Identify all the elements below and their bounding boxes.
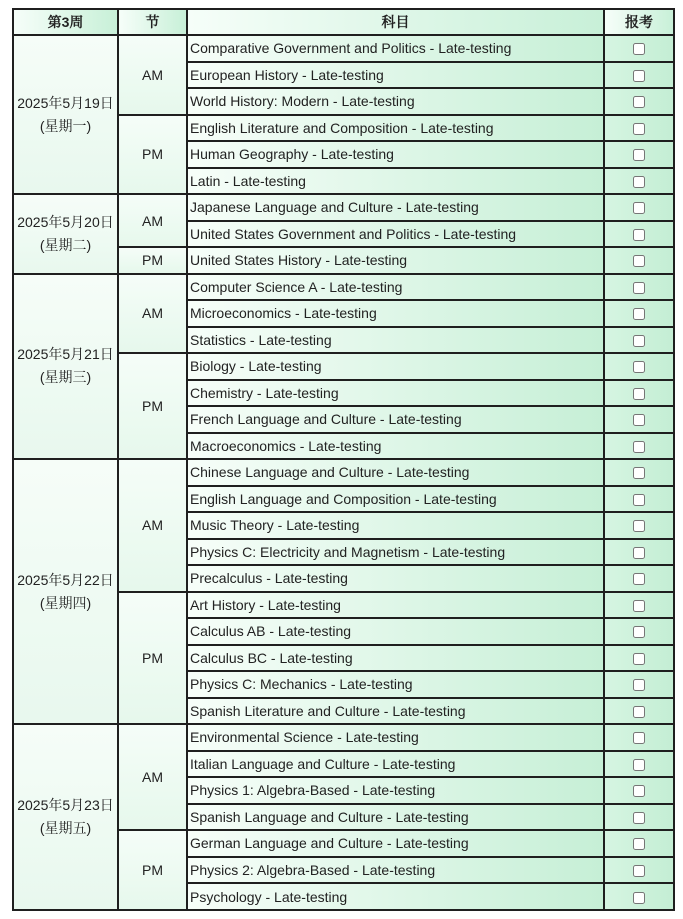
register-checkbox[interactable] (633, 202, 645, 214)
date-cell: 2025年5月21日 (星期三) (13, 274, 118, 460)
subject-cell: Macroeconomics - Late-testing (187, 433, 604, 460)
register-cell[interactable] (604, 380, 674, 407)
subject-cell: English Literature and Composition - Late-testing (187, 115, 604, 142)
table-row (13, 724, 674, 751)
register-cell[interactable] (604, 274, 674, 301)
register-cell[interactable] (604, 221, 674, 248)
subject-cell: Chinese Language and Culture - Late-testing (187, 459, 604, 486)
register-checkbox[interactable] (633, 43, 645, 55)
register-checkbox[interactable] (633, 361, 645, 373)
subject-cell: European History - Late-testing (187, 62, 604, 89)
register-cell[interactable] (604, 62, 674, 89)
register-cell[interactable] (604, 35, 674, 62)
register-cell[interactable] (604, 406, 674, 433)
subject-cell: United States Government and Politics - Late-testing (187, 221, 604, 248)
subject-cell: World History: Modern - Late-testing (187, 88, 604, 115)
date-cell: 2025年5月22日 (星期四) (13, 459, 118, 724)
register-checkbox[interactable] (633, 706, 645, 718)
subject-cell: Human Geography - Late-testing (187, 141, 604, 168)
subject-cell: Japanese Language and Culture - Late-testing (187, 194, 604, 221)
register-cell[interactable] (604, 141, 674, 168)
session-cell: PM (118, 353, 187, 459)
header-subject: 科目 (187, 9, 604, 35)
subject-cell: Biology - Late-testing (187, 353, 604, 380)
subject-cell: German Language and Culture - Late-testing (187, 830, 604, 857)
subject-cell: Environmental Science - Late-testing (187, 724, 604, 751)
register-cell[interactable] (604, 512, 674, 539)
register-checkbox[interactable] (633, 892, 645, 904)
register-cell[interactable] (604, 486, 674, 513)
register-checkbox[interactable] (633, 679, 645, 691)
register-cell[interactable] (604, 194, 674, 221)
register-cell[interactable] (604, 565, 674, 592)
register-cell[interactable] (604, 433, 674, 460)
register-cell[interactable] (604, 804, 674, 831)
table-row (13, 194, 674, 221)
subject-cell: Comparative Government and Politics - Late-testing (187, 35, 604, 62)
subject-cell: Psychology - Late-testing (187, 883, 604, 910)
register-checkbox[interactable] (633, 732, 645, 744)
register-checkbox[interactable] (633, 149, 645, 161)
register-cell[interactable] (604, 671, 674, 698)
register-checkbox[interactable] (633, 573, 645, 585)
table-row (13, 35, 674, 62)
table-row (13, 274, 674, 301)
subject-cell: French Language and Culture - Late-testing (187, 406, 604, 433)
register-checkbox[interactable] (633, 414, 645, 426)
subject-cell: Music Theory - Late-testing (187, 512, 604, 539)
subject-cell: Chemistry - Late-testing (187, 380, 604, 407)
register-cell[interactable] (604, 115, 674, 142)
register-cell[interactable] (604, 247, 674, 274)
register-checkbox[interactable] (633, 282, 645, 294)
subject-cell: Italian Language and Culture - Late-testing (187, 751, 604, 778)
exam-schedule-table (12, 8, 675, 911)
subject-cell: Physics 2: Algebra-Based - Late-testing (187, 857, 604, 884)
register-checkbox[interactable] (633, 255, 645, 267)
register-checkbox[interactable] (633, 838, 645, 850)
register-cell[interactable] (604, 353, 674, 380)
register-checkbox[interactable] (633, 600, 645, 612)
register-checkbox[interactable] (633, 653, 645, 665)
register-checkbox[interactable] (633, 520, 645, 532)
register-cell[interactable] (604, 539, 674, 566)
register-cell[interactable] (604, 592, 674, 619)
register-checkbox[interactable] (633, 96, 645, 108)
register-cell[interactable] (604, 88, 674, 115)
register-cell[interactable] (604, 459, 674, 486)
register-checkbox[interactable] (633, 308, 645, 320)
register-cell[interactable] (604, 883, 674, 910)
subject-cell: Physics C: Electricity and Magnetism - Late-testing (187, 539, 604, 566)
header-session: 节 (118, 9, 187, 35)
session-cell: PM (118, 247, 187, 274)
register-checkbox[interactable] (633, 626, 645, 638)
register-checkbox[interactable] (633, 123, 645, 135)
register-cell[interactable] (604, 751, 674, 778)
register-checkbox[interactable] (633, 229, 645, 241)
register-checkbox[interactable] (633, 812, 645, 824)
subject-cell: Spanish Language and Culture - Late-testing (187, 804, 604, 831)
subject-cell: Statistics - Late-testing (187, 327, 604, 354)
register-cell[interactable] (604, 724, 674, 751)
register-checkbox[interactable] (633, 467, 645, 479)
register-cell[interactable] (604, 645, 674, 672)
date-cell: 2025年5月23日 (星期五) (13, 724, 118, 910)
register-checkbox[interactable] (633, 388, 645, 400)
register-cell[interactable] (604, 300, 674, 327)
register-cell[interactable] (604, 168, 674, 195)
session-cell: AM (118, 274, 187, 354)
subject-cell: Calculus BC - Late-testing (187, 645, 604, 672)
subject-cell: Calculus AB - Late-testing (187, 618, 604, 645)
session-cell: PM (118, 592, 187, 725)
register-checkbox[interactable] (633, 441, 645, 453)
session-cell: AM (118, 724, 187, 830)
register-checkbox[interactable] (633, 176, 645, 188)
session-cell: AM (118, 459, 187, 592)
register-cell[interactable] (604, 327, 674, 354)
subject-cell: Physics C: Mechanics - Late-testing (187, 671, 604, 698)
register-checkbox[interactable] (633, 335, 645, 347)
register-cell[interactable] (604, 618, 674, 645)
header-register: 报考 (604, 9, 674, 35)
schedule-body (13, 35, 674, 910)
register-cell[interactable] (604, 698, 674, 725)
register-cell[interactable] (604, 830, 674, 857)
header-row (13, 9, 674, 35)
register-checkbox[interactable] (633, 70, 645, 82)
subject-cell: United States History - Late-testing (187, 247, 604, 274)
header-week: 第3周 (13, 9, 118, 35)
register-checkbox[interactable] (633, 759, 645, 771)
date-cell: 2025年5月20日 (星期二) (13, 194, 118, 274)
register-checkbox[interactable] (633, 785, 645, 797)
subject-cell: Computer Science A - Late-testing (187, 274, 604, 301)
subject-cell: Spanish Literature and Culture - Late-testing (187, 698, 604, 725)
table-row (13, 459, 674, 486)
register-cell[interactable] (604, 857, 674, 884)
subject-cell: Art History - Late-testing (187, 592, 604, 619)
register-checkbox[interactable] (633, 865, 645, 877)
session-cell: AM (118, 194, 187, 247)
subject-cell: Precalculus - Late-testing (187, 565, 604, 592)
subject-cell: Microeconomics - Late-testing (187, 300, 604, 327)
session-cell: PM (118, 830, 187, 910)
session-cell: PM (118, 115, 187, 195)
subject-cell: English Language and Composition - Late-testing (187, 486, 604, 513)
register-checkbox[interactable] (633, 547, 645, 559)
subject-cell: Physics 1: Algebra-Based - Late-testing (187, 777, 604, 804)
register-cell[interactable] (604, 777, 674, 804)
date-cell: 2025年5月19日 (星期一) (13, 35, 118, 194)
subject-cell: Latin - Late-testing (187, 168, 604, 195)
register-checkbox[interactable] (633, 494, 645, 506)
session-cell: AM (118, 35, 187, 115)
